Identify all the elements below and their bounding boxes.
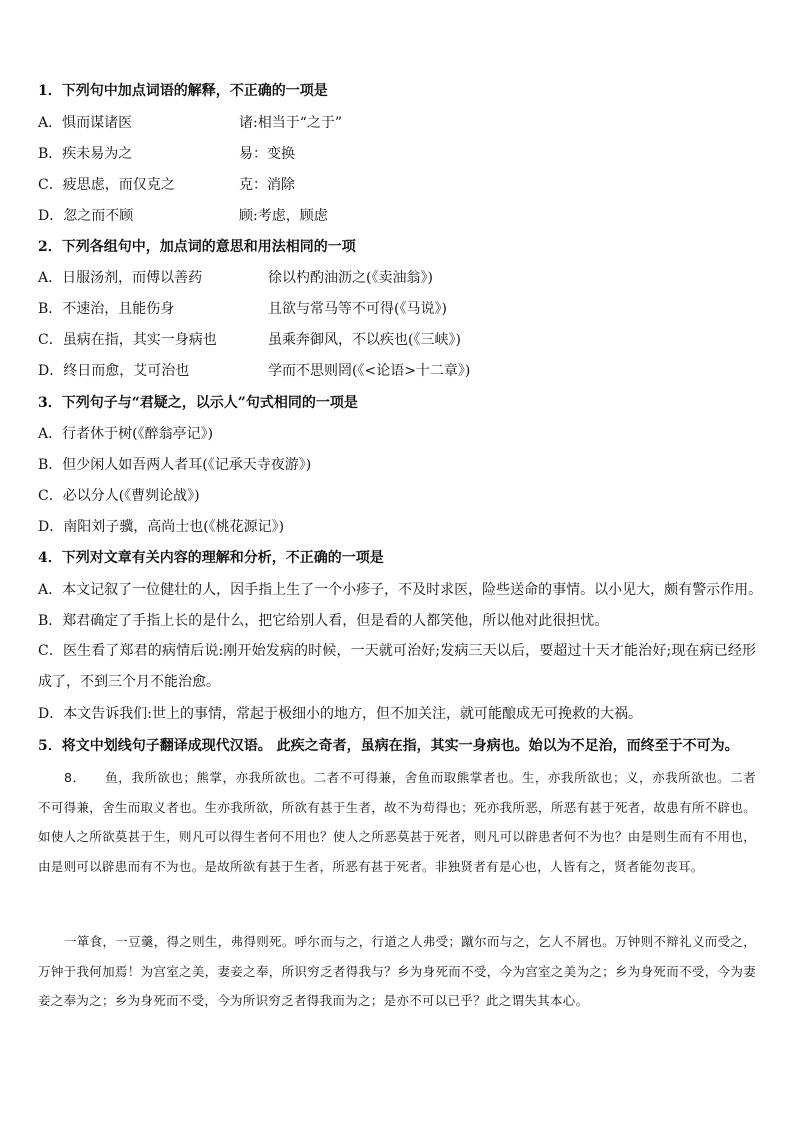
question-1-option-a: A．惧而谋诸医 诸:相当于“之于” <box>38 115 343 131</box>
question-1-option-c: C．疲思虑，而仅克之 克：消除 <box>38 177 295 193</box>
question-2-stem: 2．下列各组句中，加点词的意思和用法相同的一项 <box>38 239 356 255</box>
question-2-option-a: A．日服汤剂，而傅以善药 徐以杓酌油沥之(《卖油翁》) <box>38 270 433 286</box>
question-4-option-a: A．本文记叙了一位健壮的人，因手指上生了一个小疹子，不及时求医，险些送命的事情。以小见大，颇有警示作用。 <box>38 582 763 598</box>
passage-8-paragraph-2: 一箪食，一豆羹，得之则生，弗得则死。呼尔而与之，行道之人弗受；蹴尔而与之，乞人不屑也。万钟则不辩礼义而受之，万钟于我何加焉！为宫室之美，妻妾之奉，所识穷乏者得我与？乡为身死而不受，今为宫室之美为之；乡为身死而不受，今为妻妾之奉为之；乡为身死而不受，今为所识穷乏者得我而为之；是亦不可以已乎？此之谓失其本心。 <box>38 934 756 1008</box>
question-1-stem: 1．下列句中加点词语的解释，不正确的一项是 <box>38 83 328 99</box>
question-3-option-d: D．南阳刘子骥，高尚士也(《桃花源记》) <box>38 519 285 535</box>
question-3-stem: 3．下列句子与“君疑之，以示人”句式相同的一项是 <box>38 395 358 411</box>
question-4-option-b: B．郑君确定了手指上长的是什么，把它给别人看，但是看的人都笑他，所以他对此很担忧。 <box>38 613 609 629</box>
question-2-option-b: B．不速治，且能伤身 且欲与常马等不可得(《马说》) <box>38 301 447 317</box>
question-4-option-c: C．医生看了郑君的病情后说:刚开始发病的时候，一天就可治好;发病三天以后，要超过十天才能治好;现在病已经形成了，不到三个月不能治愈。 <box>38 643 756 690</box>
question-5-text: 5．将文中划线句子翻译成现代汉语。 此疾之奇者，虽病在指，其实一身病也。始以为不足治，而终至于不可为。 <box>38 738 739 754</box>
question-4-stem: 4．下列对文章有关内容的理解和分析，不正确的一项是 <box>38 550 384 566</box>
question-1-option-b: B．疾未易为之 易：变换 <box>38 146 295 162</box>
passage-8-paragraph-1: 8． 鱼，我所欲也；熊掌，亦我所欲也。二者不可得兼，舍鱼而取熊掌者也。生，亦我所欲也；义，亦我所欲也。二者不可得兼，舍生而取义者也。生亦我所欲，所欲有甚于生者，故不为苟得也；死亦我所恶，所恶有甚于死者，故患有所不辟也。如使人之所欲莫甚于生，则凡可以得生者何不用也？使人之所恶莫甚于死者，则凡可以辟患者何不为也？由是则生而有不用也，由是则可以辟患而有不为也。是故所欲有甚于生者，所恶有甚于死者。非独贤者有是心也，人皆有之，贤者能勿丧耳。 <box>38 770 756 874</box>
question-2-option-d: D．终日而愈，艾可治也 学而不思则罔(《<论语>十二章》) <box>38 363 471 379</box>
question-1-option-d: D．忽之而不顾 顾:考虑，顾虑 <box>38 208 328 224</box>
question-2-option-c: C．虽病在指，其实一身病也 虽乘奔御风，不以疾也(《三峡》) <box>38 332 461 348</box>
question-4-option-d: D．本文告诉我们:世上的事情，常起于极细小的地方，但不加关注，就可能酿成无可挽救的大祸。 <box>38 706 642 722</box>
question-3-option-c: C．必以分人(《曹刿论战》) <box>38 488 200 504</box>
question-3-option-b: B．但少闲人如吾两人者耳(《记承天寺夜游》) <box>38 457 312 473</box>
question-3-option-a: A．行者休于树(《醉翁亭记》) <box>38 426 214 442</box>
